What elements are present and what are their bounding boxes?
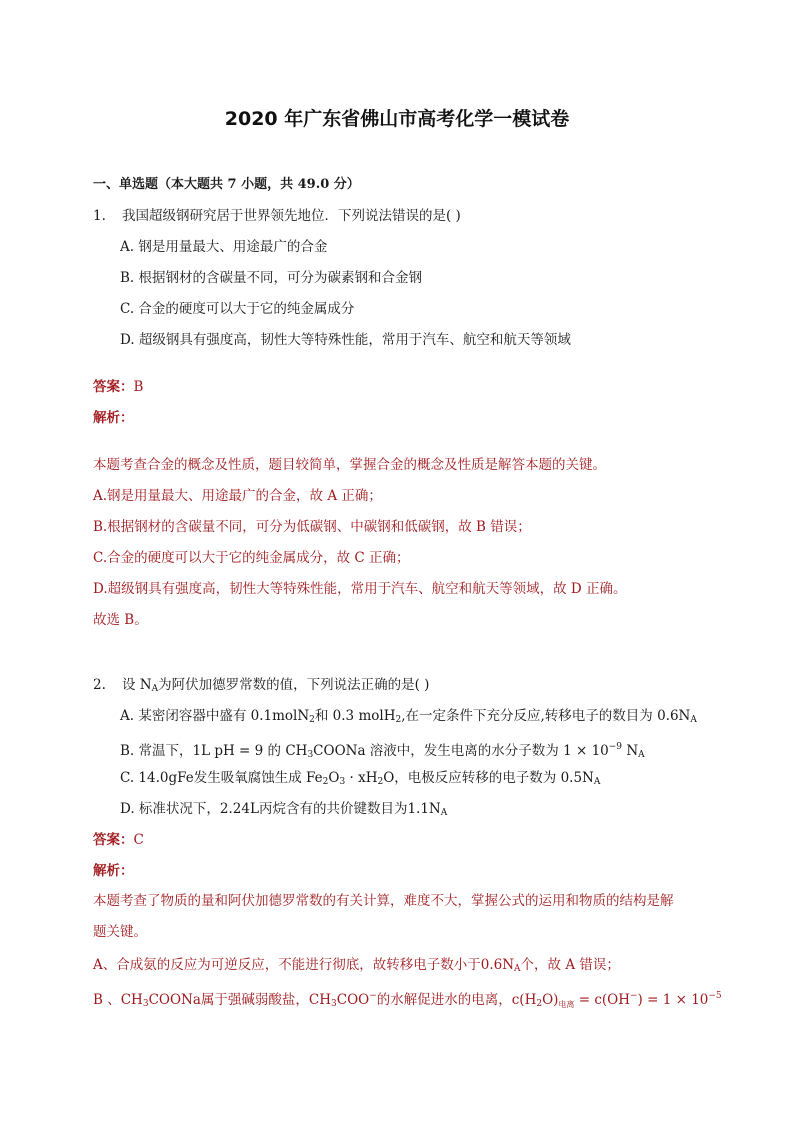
option-a: A. 钢是用量最大、用途最广的合金 [120,239,328,255]
question-number: 2. [93,677,106,693]
question-stem: 我国超级钢研究居于世界领先地位．下列说法错误的是( ) [122,208,461,224]
analysis-text: B.根据钢材的含碳量不同，可分为低碳钢、中碳钢和低碳钢，故 B 错误； [93,519,531,535]
option-c: C. 14.0gFe发生吸氧腐蚀生成 $Fe_2O_3 \cdot xH_2O$，电极反应转移的电子数为 $0.5N_A$ [120,770,601,787]
option-a: A. 某密闭容器中盛有 0.1molN$_2$和 0.3 molH$_2$,在一定条件下充分反应,转移电子的数目为 $0.6N_A$ [120,708,697,725]
answer [93,831,144,849]
question-stem: 设 $N_A$为阿伏加德罗常数的值，下列说法正确的是( ) [122,677,430,694]
option-b: B. 常温下，1L pH = 9 的 $CH_3COONa$ 溶液中，发生电离的水分子数为 $1 \times 10^{-9}$ $N_A$ [120,742,645,760]
option-b: B. 根据钢材的含碳量不同，可分为碳素钢和合金钢 [120,270,423,286]
option-c: C. 合金的硬度可以大于它的纯金属成分 [120,301,355,317]
page-title: 2020 年广东省佛山市高考化学一模试卷 [224,108,570,130]
analysis-text: C.合金的硬度可以大于它的纯金属成分，故 C 正确； [93,550,410,566]
option-d: D. 超级钢具有强度高，韧性大等特殊性能，常用于汽车、航空和航天等领域 [120,332,571,348]
analysis-text: A.钢是用量最大、用途最广的合金，故 A 正确； [93,488,382,504]
answer-label: 答案： [93,832,134,848]
analysis-text: 本题考查合金的概念及性质，题目较简单，掌握合金的概念及性质是解答本题的关键。 [93,457,606,473]
analysis-label: 解析： [93,863,134,879]
analysis-text: B 、$CH_3COONa$属于强碱弱酸盐，$CH_3COO^-$的水解促进水的电离，$c(H_2O)_{电离} = c(OH^-) = 1 \times 10^{-5}$ [93,991,722,1009]
answer [93,378,143,396]
answer-value: C [133,832,144,848]
analysis-text: 本题考查了物质的量和阿伏加德罗常数的有关计算，难度不大，掌握公式的运用和物质的结构是解 [93,893,674,909]
analysis-label: 解析： [93,410,134,426]
analysis-text: 题关键。 [93,924,147,940]
answer-label: 答案： [93,379,134,395]
analysis-text: A、合成氨的反应为可逆反应，不能进行彻底，故转移电子数小于$0.6N_A$个，故 A 错误； [93,957,620,974]
analysis-text: 故选 B。 [93,612,148,628]
answer-value: B [133,379,144,395]
option-d: D. 标准状况下，2.24L丙烷含有的共价键数目为$1.1N_A$ [120,801,448,818]
question-number: 1. [93,208,106,224]
analysis-text: D.超级钢具有强度高，韧性大等特殊性能，常用于汽车、航空和航天等领域，故 D 正确。 [93,581,627,597]
section-heading: 一、单选题（本大题共 7 小题，共 49.0 分） [93,177,360,192]
